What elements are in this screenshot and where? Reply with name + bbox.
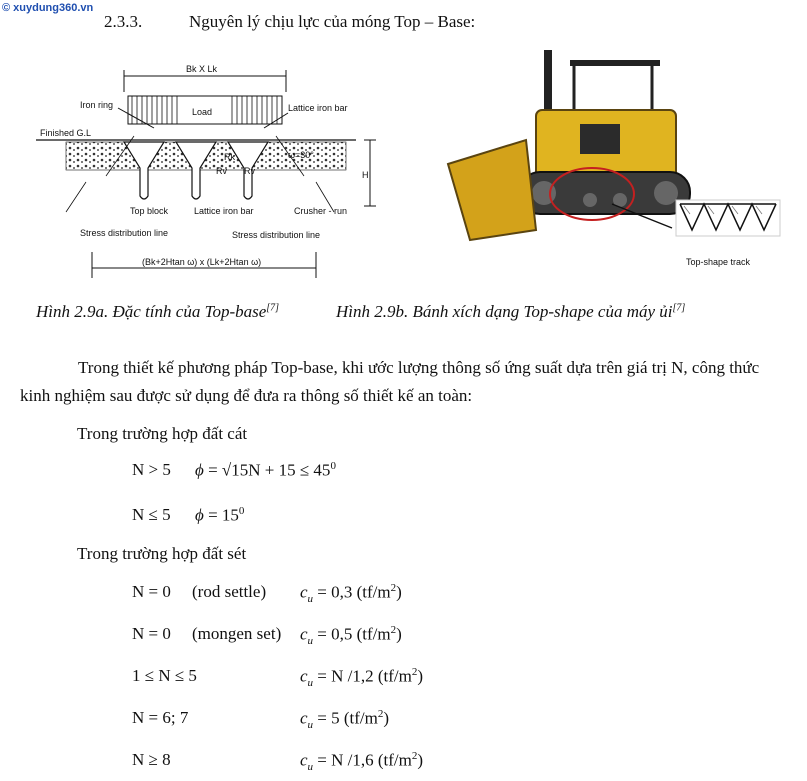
section-number: 2.3.3. xyxy=(104,12,143,31)
angle-label: ω=30° xyxy=(288,150,314,160)
top-block-label: Top block xyxy=(130,206,169,216)
lattice-bottom-label: Lattice iron bar xyxy=(194,206,254,216)
finished-gl-label: Finished G.L xyxy=(40,128,92,138)
clay-row-4-formula: $c_u = 5$ $(tf/m^2)$ xyxy=(300,708,390,732)
iron-ring-label: Iron ring xyxy=(80,100,114,110)
top-base-diagram xyxy=(36,56,376,286)
clay-row-1-note: (rod settle) xyxy=(192,582,267,601)
clay-row-5-cond: N ≥ 8 xyxy=(132,750,171,769)
stress-right-label: Stress distribution line xyxy=(232,230,321,240)
sand-row-1-formula: $\phi = √15N + 15 \le 45^0$ xyxy=(195,460,336,480)
clay-row-1-cond: N = 0 xyxy=(132,582,171,601)
clay-row-3-formula: $c_u = N$ /1,2 $(tf/m^2)$ xyxy=(300,666,424,690)
clay-row-2-formula: $c_u = 0,5$ $(tf/m^2)$ xyxy=(300,624,402,648)
sand-row-2-formula: $\phi = 15^0$ xyxy=(195,505,245,525)
crusher-run-label: Crusher - run xyxy=(294,206,348,216)
clay-row-5-formula: $c_u = N$ /1,6 $(tf/m^2)$ xyxy=(300,750,424,774)
rv-label-1: Rv xyxy=(216,166,227,176)
clay-row-4-cond: N = 6; 7 xyxy=(132,708,189,727)
rk-label: Rk xyxy=(224,152,235,162)
clay-row-2-cond: N = 0 xyxy=(132,624,171,643)
clay-heading: Trong trường hợp đất sét xyxy=(77,544,247,563)
bottom-formula-label: (Bk+2Htan ω) x (Lk+2Htan ω) xyxy=(142,257,262,267)
site-logo: © xuydung360.vn xyxy=(2,2,94,14)
caption-figure-a: Hình 2.9a. Đặc tính của Top-base[7] xyxy=(36,302,280,321)
sand-heading: Trong trường hợp đất cát xyxy=(77,424,248,443)
rv-label-2: Rv xyxy=(244,166,255,176)
caption-figure-b: Hình 2.9b. Bánh xích dạng Top-shape của máy ủi[7] xyxy=(336,302,686,321)
clay-row-2-note: (mongen set) xyxy=(192,624,282,643)
load-label: Load xyxy=(192,107,213,117)
clay-row-1-formula: $c_u = 0,3$ $(tf/m^2)$ xyxy=(300,582,402,606)
section-title: Nguyên lý chịu lực của móng Top – Base: xyxy=(189,12,476,31)
clay-row-3-cond: 1 ≤ N ≤ 5 xyxy=(132,666,197,685)
h-label: H xyxy=(362,170,369,180)
intro-paragraph: Trong thiết kế phương pháp Top-base, khi ước lượng thông số ứng suất dựa trên giá trị N, công thức kinh nghiệm sau được sử dụng để đưa ra thông số thiết kế an toàn: xyxy=(20,358,760,405)
top-shape-track-label: Top-shape track xyxy=(686,257,751,267)
lattice-top-label: Lattice iron bar xyxy=(288,103,348,113)
sand-row-1-cond: N > 5 xyxy=(132,460,171,479)
sand-row-2-cond: N ≤ 5 xyxy=(132,505,171,524)
stress-left-label: Stress distribution line xyxy=(80,228,169,238)
bulldozer-illustration xyxy=(440,44,790,274)
width-label: Bk X Lk xyxy=(186,64,218,74)
